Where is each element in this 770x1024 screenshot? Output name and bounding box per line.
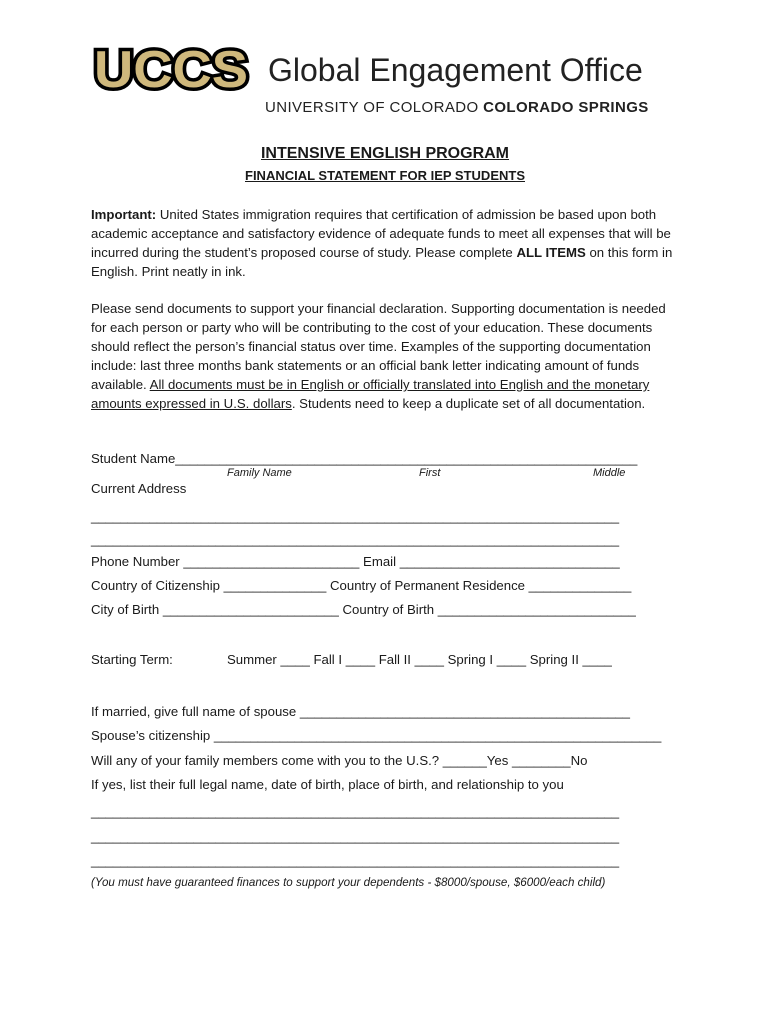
family-line-3[interactable]: ________________________________________________________________________ [91,853,620,868]
address-line-1[interactable]: ________________________________________________________________________ [91,509,620,524]
office-title: Global Engagement Office [268,52,643,88]
student-name-field[interactable]: Student Name_______________________________________________________________ [91,451,638,466]
middle-name-label: Middle [593,467,626,479]
family-line-1[interactable]: ________________________________________________________________________ [91,804,620,819]
term-options[interactable]: Summer ____ Fall I ____ Fall II ____ Spring I ____ Spring II ____ [227,652,612,667]
phone-email-field[interactable]: Phone Number ________________________ Email ______________________________ [91,554,620,569]
current-address-label: Current Address [91,481,187,496]
citizenship-field[interactable]: Country of Citizenship ______________ Country of Permanent Residence ______________ [91,578,632,593]
form-title: FINANCIAL STATEMENT FOR IEP STUDENTS [245,168,525,183]
important-paragraph: Important: United States immigration requires that certification of admission be based upon both academic acceptance and satisfactory evidence of adequate funds to meet all expenses that will be incurred during the student’s proposed course of study. Please complete ALL ITEMS on this form in English. Print neatly in ink. [91,207,673,279]
university-line: UNIVERSITY OF COLORADO COLORADO SPRINGS [265,99,649,116]
dependents-note: (You must have guaranteed finances to support your dependents - $8000/spouse, $6000/each child) [91,876,606,889]
address-line-2[interactable]: ________________________________________________________________________ [91,532,620,547]
svg-text:UCCS: UCCS [94,46,248,94]
first-name-label: First [419,467,441,479]
family-members-question[interactable]: Will any of your family members come with you to the U.S.? ______Yes ________No [91,753,588,768]
spouse-name-field[interactable]: If married, give full name of spouse _____________________________________________ [91,704,630,719]
documents-paragraph: Please send documents to support your financial declaration. Supporting documentation is needed for each person or party who will be contributing to the cost of your education. These documents should reflect the person’s financial status over time. Examples of the supporting documentation include: last three months bank statements or an official bank letter indicating amount of funds available. All documents must be in English or officially translated into English and the monetary amounts expressed in U.S. dollars. Students need to keep a duplicate set of all documentation. [91,301,666,411]
program-title: INTENSIVE ENGLISH PROGRAM [260,145,510,162]
starting-term-label: Starting Term: [91,652,173,667]
uccs-logo [91,46,251,94]
spouse-citizenship-field[interactable]: Spouse’s citizenship _____________________________________________________________ [91,728,662,743]
birth-field[interactable]: City of Birth ________________________ Country of Birth ___________________________ [91,602,636,617]
family-name-label: Family Name [227,467,292,479]
family-list-instructions: If yes, list their full legal name, date of birth, place of birth, and relationship to you [91,777,564,792]
family-line-2[interactable]: ________________________________________________________________________ [91,829,620,844]
